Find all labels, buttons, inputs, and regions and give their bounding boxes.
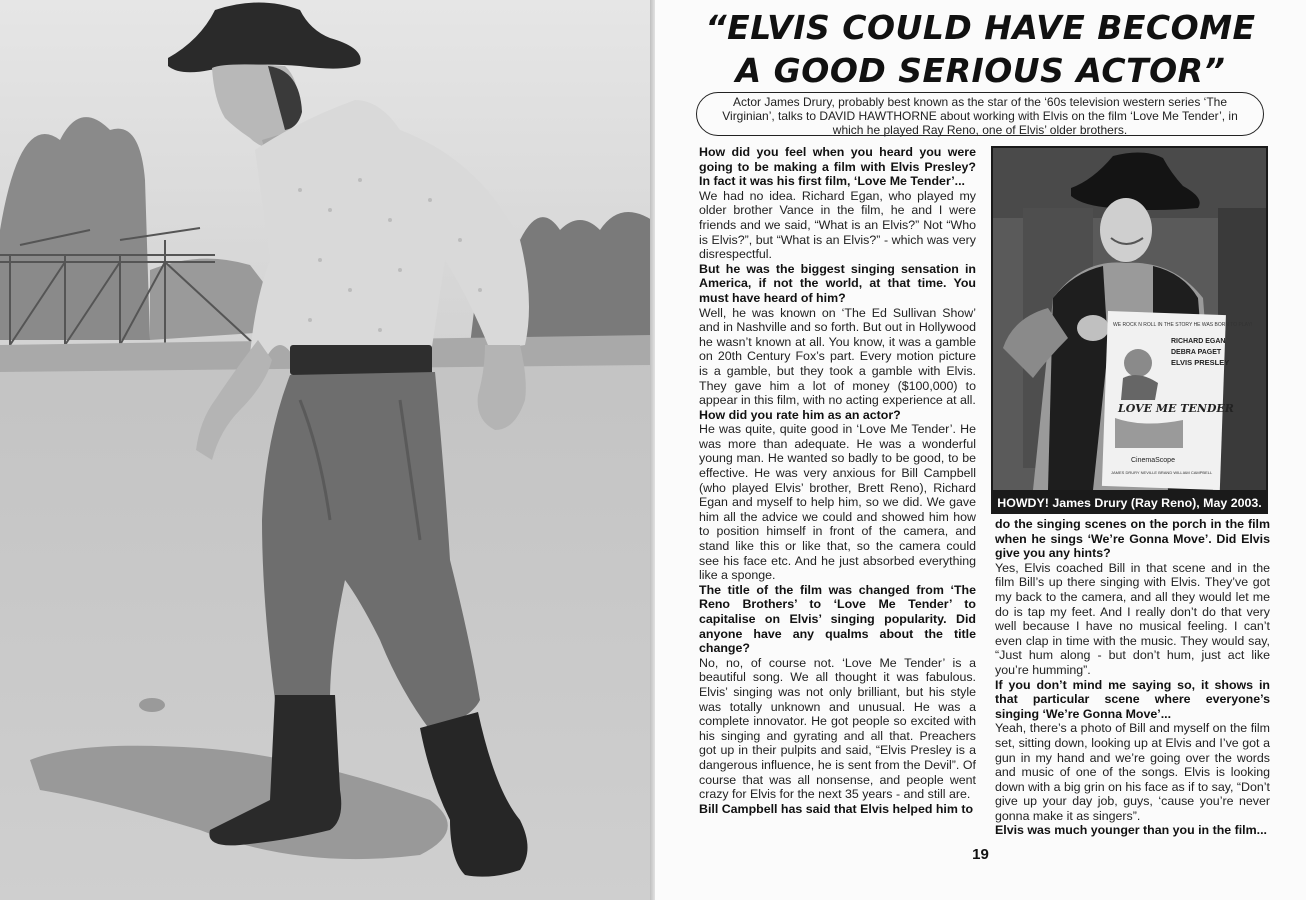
interview-answer: Well, he was known on ‘The Ed Sullivan Show’ and in Nashville and so forth. But out in Hollywood he wasn’t known at all. You know, it was a gamble on 20th Century Fox’s part. Every motion picture is a gamble, but they took a gamble with Elvis. They gave him a lot of money ($100,000) to appear in this film, with no acting experience at all. bbox=[699, 305, 976, 408]
svg-text:JAMES DRURY NEVILLE BRAND WILL: JAMES DRURY NEVILLE BRAND WILLIAM CAMPBELL bbox=[1111, 470, 1213, 475]
left-page-photo bbox=[0, 0, 652, 900]
svg-text:CinemaScope: CinemaScope bbox=[1131, 457, 1175, 464]
svg-text:DEBRA PAGET: DEBRA PAGET bbox=[1171, 349, 1222, 356]
interview-question: Bill Campbell has said that Elvis helped him to bbox=[699, 801, 974, 816]
svg-text:LOVE ME TENDER: LOVE ME TENDER bbox=[1118, 402, 1234, 415]
svg-text:ELVIS PRESLEY: ELVIS PRESLEY bbox=[1171, 358, 1230, 367]
page-number: 19 bbox=[972, 846, 989, 863]
svg-text:WE ROCK N ROLL IN THE STORY HE: WE ROCK N ROLL IN THE STORY HE WAS BORN TO PLAY! bbox=[1113, 322, 1253, 328]
james-drury-photo bbox=[991, 146, 1268, 514]
interview-question: How did you rate him as an actor? bbox=[699, 407, 901, 422]
article-column-2 bbox=[995, 517, 1270, 838]
interview-answer: He was quite, quite good in ‘Love Me Tender’. He was more than adequate. He was a wonderful young man. He wanted so badly to be good, to be effective. He was very anxious for Bill Campbell (who played Elvis’ brother, Brett Reno), Richard Egan and myself to help him, so we did. We gave him all the advice we could and showed him how to position himself in front of the camera, and stand like this or like that, so the camera could see his face etc. And he just absorbed everything like a sponge. bbox=[699, 422, 976, 583]
interview-answer: Yeah, there’s a photo of Bill and myself on the film set, sitting down, looking up at Elvis and I’ve got a gun in my hand and we’re going over the words and music of one of the songs. Elvis is looking down with a big grin on his face as if to say, “Don’t give up your day job, guys, ‘cause you’re never gonna make it as singers”. bbox=[995, 721, 1270, 823]
drury-photo-graphic bbox=[993, 148, 1266, 490]
elvis-photo bbox=[0, 0, 652, 900]
interview-answer: No, no, of course not. ‘Love Me Tender’ is a beautiful song. We all thought it was fabulous. Elvis’ singing was not only brilliant, but his style was totally unknown and unusual. He was a complete innovator. He got people so excited with his singing and gyrating and all that. Preachers got up in their pulpits and said, “Elvis Presley is a dangerous influence, he is sent from the Devil”. Of course that was all nonsense, and people went crazy for Elvis for the next 35 years - and still are. bbox=[699, 655, 976, 802]
photo-image bbox=[993, 148, 1266, 490]
headline-line-1: “ELVIS COULD HAVE BECOME bbox=[705, 8, 1256, 47]
interview-answer: Yes, Elvis coached Bill in that scene and in the film Bill’s up there singing with Elvis. They’ve got my back to the camera, and all they would let me do is tap my feet. And I really don’t do that very well because I have no musical feeling. I can’t even clap in time with the music. They would say, “Just hum along - but don’t hum, just act like you’re humming”. bbox=[995, 560, 1270, 677]
interview-question: The title of the film was changed from ‘The Reno Brothers’ to ‘Love Me Tender’ to capitalise on Elvis’ singing popularity. Did anyone have any qualms about the title change? bbox=[699, 582, 976, 656]
right-page-article bbox=[655, 0, 1306, 900]
interview-question: Elvis was much younger than you in the film... bbox=[995, 823, 1267, 838]
article-column-1 bbox=[699, 145, 976, 816]
interview-answer: We had no idea. Richard Egan, who played my older brother Vance in the film, he and I were friends and we said, “What is an Elvis?” Not “Who is Elvis?”, but “What is an Elvis?” - which was very disrespectful. bbox=[699, 188, 976, 262]
headline-line-2: A GOOD SERIOUS ACTOR” bbox=[735, 51, 1226, 90]
interview-question: How did you feel when you heard you were going to be making a film with Elvis Presley? In fact it was his first film, ‘Love Me Tender’... bbox=[699, 145, 976, 189]
svg-text:RICHARD EGAN: RICHARD EGAN bbox=[1171, 338, 1226, 345]
article-headline bbox=[655, 6, 1306, 92]
interview-question: do the singing scenes on the porch in the film when he sings ‘We’re Gonna Move’. Did Elvis give you any hints? bbox=[995, 517, 1270, 561]
photo-caption: HOWDY! James Drury (Ray Reno), May 2003. bbox=[997, 496, 1262, 510]
interview-question: If you don’t mind me saying so, it shows in that particular scene where everyone’s singing ‘We’re Gonna Move’... bbox=[995, 677, 1270, 721]
interview-question: But he was the biggest singing sensation in America, if not the world, at that time. You must have heard of him? bbox=[699, 261, 976, 305]
intro-standfirst: Actor James Drury, probably best known as the star of the ‘60s television western series ‘The Virginian’, talks to DAVID HAWTHORNE about working with Elvis on the film ‘Love Me Tender’, in which he played Ray Reno, one of Elvis’ older brothers. bbox=[696, 92, 1264, 136]
